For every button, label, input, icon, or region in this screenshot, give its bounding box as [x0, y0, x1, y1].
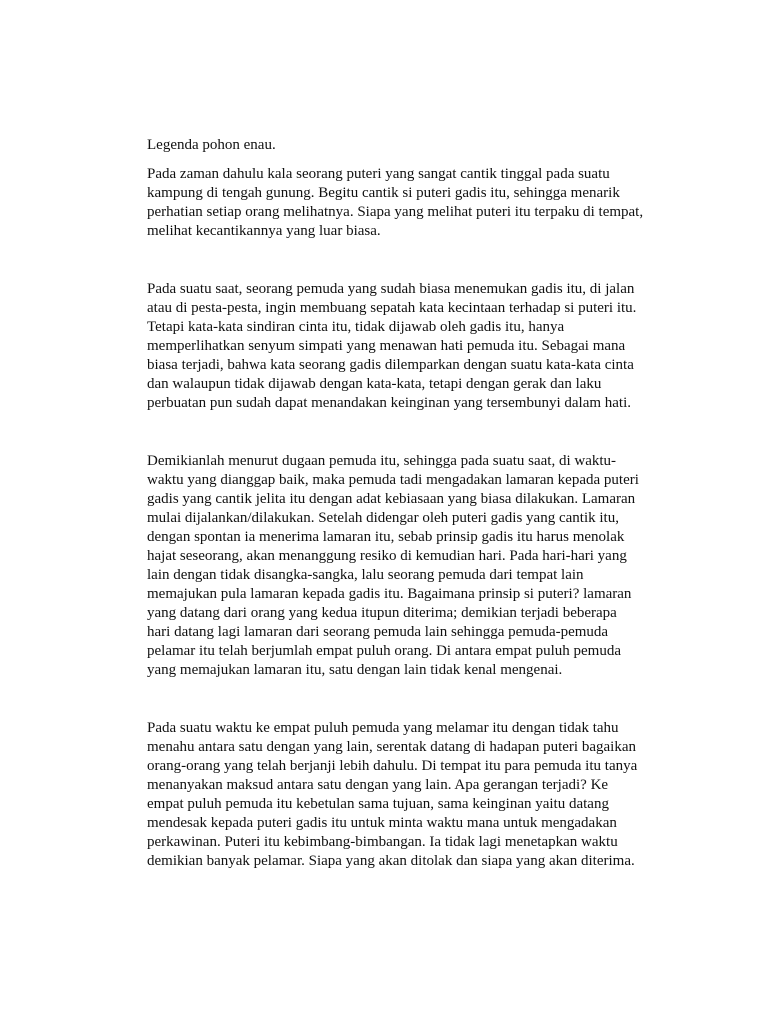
paragraph-line: kampung di tengah gunung. Begitu cantik si puteri gadis itu, sehingga menarik — [147, 185, 620, 201]
paragraph-line: dengan spontan ia menerima lamaran itu, sebab prinsip gadis itu harus menolak — [147, 529, 625, 545]
paragraph-line: dan walaupun tidak dijawab dengan kata-kata, tetapi dengan gerak dan laku — [147, 376, 602, 392]
paragraph-line: perbuatan pun sudah dapat menandakan keinginan yang tersembunyi dalam hati. — [147, 395, 632, 411]
paragraph-2 — [147, 280, 667, 413]
paragraph-line: melihat kecantikannya yang luar biasa. — [147, 223, 381, 239]
paragraph-line: yang memajukan lamaran itu, satu dengan lain tidak kenal mengenai. — [147, 662, 563, 678]
paragraph-line: mulai dijalankan/dilakukan. Setelah didengar oleh puteri gadis yang cantik itu, — [147, 510, 619, 526]
paragraph-line: hari datang lagi lamaran dari seorang pemuda lain sehingga pemuda-pemuda — [147, 624, 609, 640]
paragraph-line: mendesak kepada puteri gadis itu untuk minta waktu mana untuk mengadakan — [147, 815, 617, 831]
document-body — [147, 136, 667, 871]
paragraph-line: Pada zaman dahulu kala seorang puteri yang sangat cantik tinggal pada suatu — [147, 166, 610, 182]
paragraph-line: demikian banyak pelamar. Siapa yang akan ditolak dan siapa yang akan diterima. — [147, 853, 635, 869]
paragraph-line: menahu antara satu dengan yang lain, serentak datang di hadapan puteri bagaikan — [147, 739, 636, 755]
paragraph-line: Pada suatu waktu ke empat puluh pemuda yang melamar itu dengan tidak tahu — [147, 720, 619, 736]
paragraph-1 — [147, 165, 667, 241]
paragraph-3 — [147, 452, 667, 680]
document-title: Legenda pohon enau. — [147, 137, 276, 153]
paragraph-line: memajukan pula lamaran kepada gadis itu. Bagaimana prinsip si puteri? lamaran — [147, 586, 632, 602]
paragraph-line: perkawinan. Puteri itu kebimbang-bimbangan. Ia tidak lagi menetapkan waktu — [147, 834, 618, 850]
paragraph-line: memperlihatkan senyum simpati yang menawan hati pemuda itu. Sebagai mana — [147, 338, 626, 354]
paragraph-line: Demikianlah menurut dugaan pemuda itu, sehingga pada suatu saat, di waktu- — [147, 453, 617, 469]
paragraph-line: Pada suatu saat, seorang pemuda yang sudah biasa menemukan gadis itu, di jalan — [147, 281, 635, 297]
paragraph-line: biasa terjadi, bahwa kata seorang gadis dilemparkan dengan suatu kata-kata cinta — [147, 357, 634, 373]
paragraph-4 — [147, 719, 667, 871]
paragraph-line: yang datang dari orang yang kedua itupun diterima; demikian terjadi beberapa — [147, 605, 617, 621]
paragraph-line: Tetapi kata-kata sindiran cinta itu, tidak dijawab oleh gadis itu, hanya — [147, 319, 565, 335]
paragraph-line: empat puluh pemuda itu kebetulan sama tujuan, sama keinginan yaitu datang — [147, 796, 609, 812]
paragraph-line: waktu yang dianggap baik, maka pemuda tadi mengadakan lamaran kepada puteri — [147, 472, 639, 488]
paragraph-line: lain dengan tidak disangka-sangka, lalu seorang pemuda dari tempat lain — [147, 567, 584, 583]
paragraph-line: gadis yang cantik jelita itu dengan adat kebiasaan yang biasa dilakukan. Lamaran — [147, 491, 636, 507]
paragraph-line: atau di pesta-pesta, ingin membuang sepatah kata kecintaan terhadap si puteri itu. — [147, 300, 637, 316]
paragraph-line: pelamar itu telah berjumlah empat puluh orang. Di antara empat puluh pemuda — [147, 643, 622, 659]
paragraph-line: perhatian setiap orang melihatnya. Siapa yang melihat puteri itu terpaku di tempat, — [147, 204, 644, 220]
paragraph-line: hajat seseorang, akan menanggung resiko di kemudian hari. Pada hari-hari yang — [147, 548, 627, 564]
paragraph-line: menanyakan maksud antara satu dengan yang lain. Apa gerangan terjadi? Ke — [147, 777, 609, 793]
paragraph-line: orang-orang yang telah berjanji lebih dahulu. Di tempat itu para pemuda itu tanya — [147, 758, 638, 774]
